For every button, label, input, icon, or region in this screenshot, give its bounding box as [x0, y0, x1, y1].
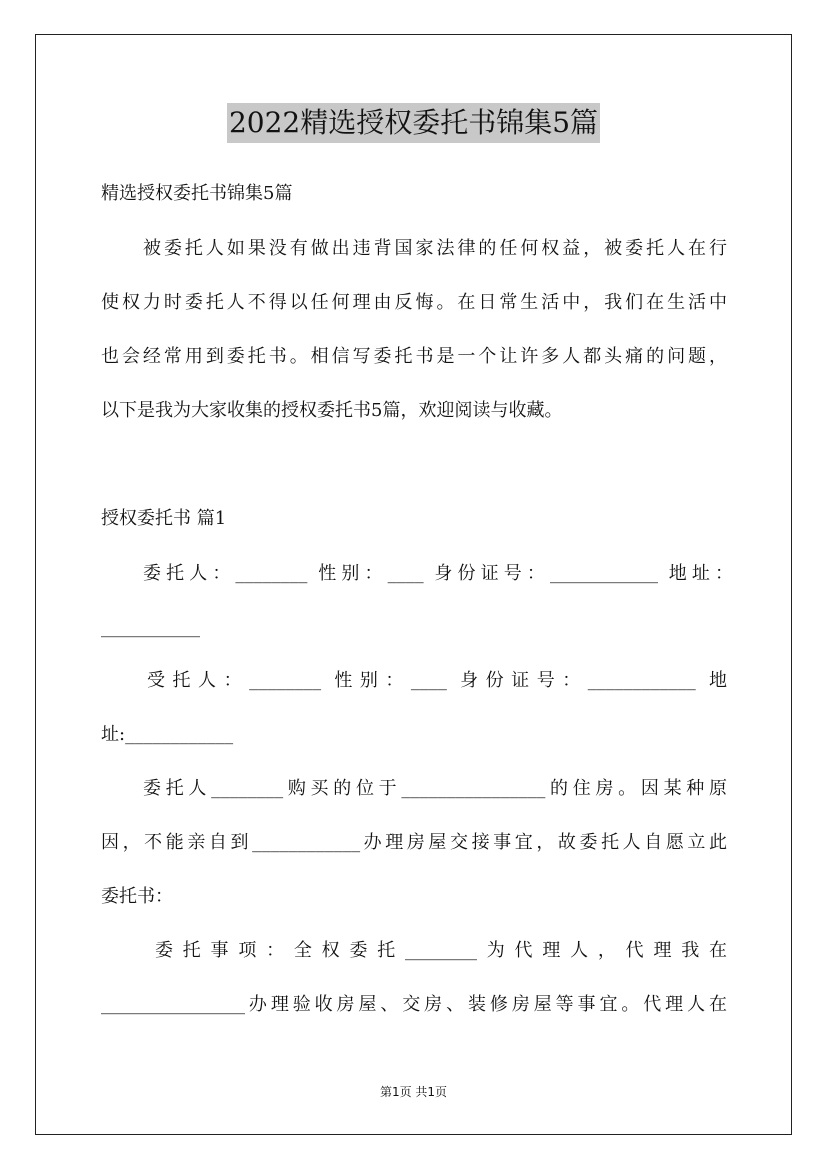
document-title: 2022精选授权委托书锦集5篇 [227, 103, 600, 143]
intro-line-2: 使权力时委托人不得以任何理由反悔。在日常生活中，我们在生活中 [101, 292, 727, 313]
page-footer: 第1页 共1页 [379, 1085, 448, 1099]
intro-line-3: 也会经常用到委托书。相信写委托书是一个让许多人都头痛的问题， [101, 346, 727, 367]
body-line-6: 因，不能亲自到____________办理房屋交接事宜，故委托人自愿立此 [101, 832, 727, 853]
document-title-wrap [0, 103, 827, 143]
body-line-3: 受托人：________ 性别：____ 身份证号：____________ 地 [147, 670, 727, 691]
subtitle: 精选授权委托书锦集5篇 [101, 183, 293, 204]
intro-line-4: 以下是我为大家收集的授权委托书5篇，欢迎阅读与收藏。 [101, 400, 563, 421]
section-heading: 授权委托书 篇1 [101, 508, 227, 529]
body-line-4: 址:____________ [101, 724, 234, 745]
intro-line-1: 被委托人如果没有做出违背国家法律的任何权益，被委托人在行 [143, 238, 727, 259]
body-line-1: 委托人：________ 性别：____ 身份证号：____________ 地址： [143, 563, 733, 584]
body-line-9: ________________办理验收房屋、交房、装修房屋等事宜。代理人在 [101, 994, 727, 1015]
body-line-8: 委托事项：全权委托________为代理人，代理我在 [155, 940, 727, 961]
body-line-2: ___________ [101, 617, 200, 638]
body-line-5: 委托人________购买的位于________________的住房。因某种原 [143, 778, 727, 799]
body-line-7: 委托书： [101, 886, 173, 907]
